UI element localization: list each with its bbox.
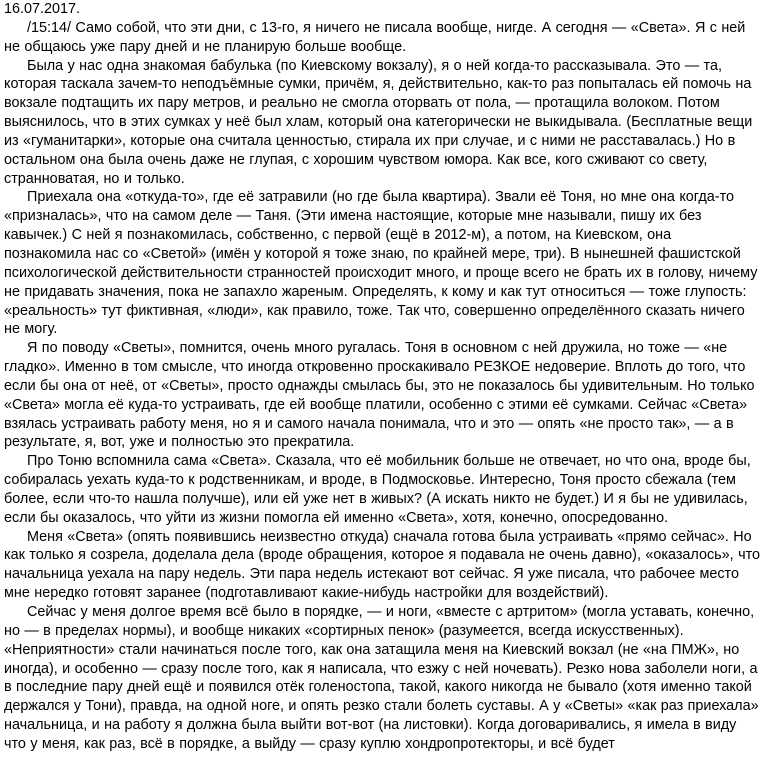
paragraph-6: Меня «Света» (опять появившись неизвестно откуда) сначала готова была устраивать «прямо сейчас». Но как только я созрела, доделала дела (вроде обращения, которое я подавала не очень давно), «оказалось», что начальница уехала на пару недель. Эти пара недель истекают вот сейчас. Я уже писала, что рабочее место мне нередко готовят заранее (подготавливают какие-нибудь настройки для воздействий).	[4, 528, 760, 602]
paragraph-3: Приехала она «откуда-то», где её затравили (но где была квартира). Звали её Тоня, но мне она когда-то «призналась», что на самом деле — Таня. (Эти имена настоящие, которые мне называли, пишу их без кавычек.) С ней я познакомилась, собственно, с первой (ещё в 2012-м), а потом, на Киевском, она познакомила нас со «Светой» (имён у которой я тоже знаю, по крайней мере, три). В нынешней фашистской психологической действительности странностей происходит много, и проще всего не брать их в голову, ничему не придавать значения, пока не запахло жареным. Определять, к кому и как тут относиться — тоже глупость: «реальность» тут фиктивная, «люди», как правило, тоже. Так что, совершенно определённого сказать ничего не могу.	[4, 189, 758, 338]
paragraph-2: Была у нас одна знакомая бабулька (по Киевскому вокзалу), я о ней когда-то рассказывала. Это — та, которая таскала зачем-то неподъёмные сумки, причём, я, действительно, как-то раз попыталась ей помочь на вокзале подтащить их пару метров, и реально не смогла оторвать от пола, — протащила волоком. Потом выяснилось, что в этих сумках у неё был хлам, который она категорически не выкидывала. (Бесплатные вещи из «гуманитарки», которые она считала ценностью, стирала их при случае, и с ними не расставалась.) Но в остальном она была очень даже не глупая, с хорошим чувством юмора. Как все, кого сживают со свету, странноватая, но и только.	[4, 57, 753, 187]
entry-date: 16.07.2017.	[4, 1, 81, 17]
paragraph-5: Про Тоню вспомнила сама «Света». Сказала, что её мобильник больше не отвечает, но что она, вроде бы, собиралась уехать куда-то к родственникам, и вроде, в Подмосковье. Интересно, Тоня просто сбежала (тем более, если что-то нашла получше), или ей уже нет в живых? (А искать никто не будет.) И я бы не удивилась, если бы оказалось, что уйти из жизни помогла ей именно «Света», хотя, конечно, опосредованно.	[4, 453, 751, 526]
document-page	[4, 0, 760, 784]
paragraph-7: Сейчас у меня долгое время всё было в порядке, — и ноги, «вместе с артритом» (могла уставать, конечно, но — в пределах нормы), и вообще никаких «сортирных пенок» (разумеется, всегда искусственных). «Неприятности» стали начинаться после того, как она затащила меня на Киевский вокзал (не «на ПМЖ», но иногда), и особенно — сразу после того, как я написала, что езжу с ней ночевать). Резко нова заболели ноги, а в последние пару дней ещё и появился отёк голеностопа, такой, какого никогда не бывало (хотя именно такой держался у Тони), правда, на одной ноге, и опять резко стали болеть суставы. А у «Светы» «как раз приехала» начальница, и на работу я должна была выйти вот-вот (на листовки). Когда договаривались, я имела в виду что у меня, как раз, всё в порядке, а выйду — сразу куплю хондропротекторы, и всё будет	[4, 604, 759, 752]
paragraph-4: Я по поводу «Светы», помнится, очень много ругалась. Тоня в основном с ней дружила, но тоже — «не гладко». Именно в том смысле, что иногда откровенно проскакивало РЕЗКОЕ недоверие. Вплоть до того, что если бы она от неё, от «Светы», просто однажды смылась бы, это не показалось бы удивительным. Но только «Света» могла её куда-то устраивать, где ей вообще платили, особенно с этими её сумками. Сейчас «Света» взялась устраивать работу меня, но я и самого начала понимала, что и это — опять «не просто так», — а в результате, я, вот, уже и полностью это прекратила.	[4, 340, 755, 451]
paragraph-1: /15:14/ Само собой, что эти дни, с 13-го, я ничего не писала вообще, нигде. А сегодня — «Света». Я с ней не общаюсь уже пару дней и не планирую больше вообще.	[4, 19, 746, 55]
